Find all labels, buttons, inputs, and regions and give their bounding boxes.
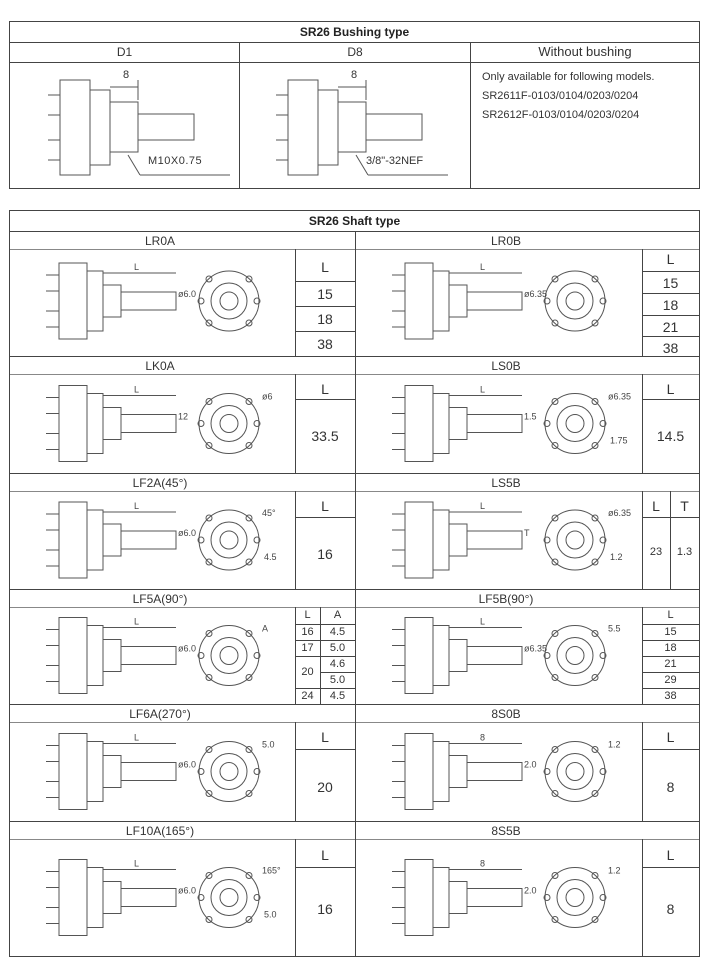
- without-bushing-note: [482, 68, 696, 125]
- cell-8s5b-title: 8S5B: [491, 824, 521, 838]
- s8s5b-dim-label: 8: [480, 858, 486, 869]
- lr0a-dim-label: ø6.0: [178, 289, 197, 299]
- s8s0b-dim-label: 8: [480, 732, 486, 743]
- lf6a-front-view: [198, 742, 260, 802]
- divider: [642, 656, 699, 657]
- lf5a-front-view: [198, 626, 260, 686]
- lf5b-l-value: 18: [664, 642, 677, 654]
- note-line: SR2611F-0103/0104/0203/0204: [482, 90, 639, 102]
- ls5b-dim-label: ø6.35: [608, 508, 632, 518]
- lr0b-dim-label: ø6.35: [524, 289, 548, 299]
- 8s5b-l-head: L: [666, 847, 675, 863]
- ls0b-side-view: [392, 386, 522, 462]
- divider: [356, 491, 699, 492]
- ls0b-l-head: L: [666, 381, 675, 397]
- lf5a-drawing: [14, 609, 294, 702]
- ls0b-drawing: [360, 376, 640, 471]
- lf5b-l-value: 38: [664, 690, 677, 702]
- divider: [10, 62, 699, 63]
- divider: [10, 821, 699, 822]
- cell-lk0a-title: LK0A: [145, 359, 175, 373]
- note-line: SR2612F-0103/0104/0203/0204: [482, 109, 640, 121]
- lr0b-drawing: [360, 251, 640, 351]
- divider: [295, 867, 355, 868]
- ls5b-dim-label: L: [480, 501, 486, 511]
- divider: [10, 491, 355, 492]
- divider: [10, 249, 355, 250]
- lr0b-l-value: 21: [662, 319, 679, 335]
- lr0a-l-value: 38: [317, 336, 333, 352]
- ls0b-dim-label: 1.75: [610, 435, 628, 446]
- ls5b-t-value: 1.3: [676, 546, 693, 558]
- lf6a-l-head: L: [321, 729, 329, 745]
- divider: [642, 293, 699, 294]
- cell-lr0a-title: LR0A: [144, 234, 176, 248]
- lr0a-side-view: [46, 263, 176, 339]
- divider: [10, 704, 699, 705]
- lf2a-dim-label: 45°: [262, 508, 276, 518]
- divider: [356, 839, 699, 840]
- shaft-table-title: SR26 Shaft type: [10, 211, 699, 232]
- lf6a-dim-label: L: [134, 732, 140, 743]
- lf10a-dim-label: L: [134, 858, 140, 869]
- lf6a-drawing: [14, 724, 294, 819]
- lk0a-l-head: L: [321, 381, 329, 397]
- lf10a-l-head: L: [321, 847, 329, 863]
- lr0a-l-value: 15: [317, 286, 333, 302]
- lf5a-a-head: A: [333, 609, 342, 621]
- divider: [642, 672, 699, 673]
- divider: [642, 867, 699, 868]
- s8s0b-side-view: [392, 734, 522, 810]
- lf2a-l-head: L: [321, 498, 329, 514]
- divider: [295, 399, 355, 400]
- lf2a-side-view: [46, 502, 176, 578]
- ls0b-front-view: [544, 394, 606, 454]
- lf5a-row-l: 17: [301, 642, 314, 654]
- 8s5b-l-value: 8: [666, 901, 675, 917]
- col-d8-label: D8: [347, 45, 363, 59]
- d8-dim: 8: [351, 69, 358, 81]
- divider: [10, 839, 355, 840]
- divider: [10, 722, 355, 723]
- lk0a-dim-label: L: [134, 384, 140, 395]
- divider: [295, 749, 355, 750]
- lf5a-row-a: 5.0: [329, 642, 346, 654]
- divider: [356, 374, 699, 375]
- ls5b-dim-label: T: [524, 528, 530, 538]
- lr0a-l-value: 18: [317, 311, 333, 327]
- col-d1-label: D1: [116, 45, 133, 59]
- lk0a-drawing: [14, 376, 294, 471]
- note-line: Only available for following models.: [482, 71, 655, 83]
- lr0a-dim-label: L: [134, 262, 140, 272]
- lk0a-dim-label: 12: [178, 411, 189, 422]
- divider: [295, 656, 355, 657]
- lf5b-dim-label: L: [480, 616, 486, 627]
- lf5b-l-value: 21: [664, 658, 677, 670]
- lk0a-l-value: 33.5: [311, 428, 339, 444]
- ls5b-front-view: [544, 510, 606, 570]
- divider: [642, 336, 699, 337]
- d1-thread: M10X0.75: [148, 155, 203, 167]
- lf2a-l-value: 16: [317, 546, 333, 562]
- cell-ls0b-title: LS0B: [491, 359, 521, 373]
- lf5a-row-l: 20: [301, 666, 314, 678]
- lf5b-side-view: [392, 618, 522, 694]
- lf10a-side-view: [46, 860, 176, 936]
- cell-lf10a-title: LF10A(165°): [125, 824, 195, 838]
- cell-lf2a-title: LF2A(45°): [132, 476, 188, 490]
- lr0a-front-view: [198, 271, 260, 331]
- divider: [320, 672, 355, 673]
- lf6a-side-view: [46, 734, 176, 810]
- divider: [295, 517, 355, 518]
- lf5a-l-head: L: [304, 609, 311, 621]
- divider: [295, 281, 355, 282]
- lf2a-front-view: [198, 510, 260, 570]
- divider: [642, 517, 699, 518]
- lk0a-dim-label: ø6: [262, 391, 273, 402]
- ls5b-drawing: [360, 493, 640, 587]
- ls5b-t-head: T: [680, 498, 689, 514]
- 8s0b-l-value: 8: [666, 779, 675, 795]
- divider: [356, 607, 699, 608]
- lf5a-dim-label: A: [262, 623, 269, 634]
- lr0b-l-value: 38: [662, 340, 679, 356]
- divider: [642, 399, 699, 400]
- divider: [470, 42, 471, 188]
- ls0b-dim-label: 1.5: [524, 411, 537, 422]
- s8s5b-front-view: [544, 868, 606, 928]
- s8s0b-front-view: [544, 742, 606, 802]
- ls5b-l-value: 23: [649, 546, 663, 558]
- lf6a-dim-label: ø6.0: [178, 759, 197, 770]
- lf5a-dim-label: L: [134, 616, 140, 627]
- divider: [295, 640, 355, 641]
- divider: [295, 624, 355, 625]
- lr0b-dim-label: L: [480, 262, 486, 272]
- divider: [642, 624, 699, 625]
- ls0b-dim-label: ø6.35: [608, 391, 632, 402]
- divider: [10, 589, 699, 590]
- lf2a-dim-label: ø6.0: [178, 528, 197, 538]
- divider: [642, 315, 699, 316]
- lr0b-l-value: 15: [662, 275, 679, 291]
- lf10a-dim-label: 5.0: [264, 909, 277, 920]
- lf10a-l-value: 16: [317, 901, 333, 917]
- lr0b-side-view: [392, 263, 522, 339]
- divider: [10, 473, 699, 474]
- lf2a-drawing: [14, 493, 294, 587]
- s8s0b-dim-label: 1.2: [608, 739, 621, 750]
- s8s5b-side-view: [392, 860, 522, 936]
- lk0a-side-view: [46, 386, 176, 462]
- d1-drawing: [40, 70, 230, 185]
- lf10a-front-view: [198, 868, 260, 928]
- divider: [642, 271, 699, 272]
- s8s5b-dim-label: 1.2: [608, 865, 621, 876]
- shaft-table: [9, 210, 700, 957]
- lf5b-dim-label: ø6.35: [524, 643, 548, 654]
- lf6a-l-value: 20: [317, 779, 333, 795]
- 8s0b-l-head: L: [666, 729, 675, 745]
- lr0b-l-value: 18: [662, 297, 679, 313]
- s8s0b-drawing: [360, 724, 640, 819]
- divider: [295, 688, 355, 689]
- cell-lf6a-title: LF6A(270°): [129, 707, 191, 721]
- divider: [10, 607, 355, 608]
- lr0b-front-view: [544, 271, 606, 331]
- divider: [10, 356, 699, 357]
- cell-8s0b-title: 8S0B: [491, 707, 521, 721]
- bushing-table-title: SR26 Bushing type: [10, 22, 699, 43]
- lf5a-dim-label: ø6.0: [178, 643, 197, 654]
- lf5a-row-a: 4.5: [329, 690, 346, 702]
- ls0b-dim-label: L: [480, 384, 486, 395]
- lf5a-row-l: 24: [301, 690, 314, 702]
- lf5b-dim-label: 5.5: [608, 623, 621, 634]
- lf10a-dim-label: ø6.0: [178, 885, 197, 896]
- s8s5b-dim-label: 2.0: [524, 885, 537, 896]
- lf5a-row-a: 4.5: [329, 626, 346, 638]
- lf6a-dim-label: 5.0: [262, 739, 275, 750]
- cell-ls5b-title: LS5B: [491, 476, 521, 490]
- lf5b-front-view: [544, 626, 606, 686]
- bushing-table: [9, 21, 700, 189]
- d8-drawing: [268, 70, 458, 185]
- cell-lf5b-title: LF5B(90°): [478, 592, 534, 606]
- divider: [356, 722, 699, 723]
- lr0a-l-head: L: [321, 259, 329, 275]
- divider: [295, 331, 355, 332]
- ls5b-dim-label: 1.2: [610, 552, 623, 562]
- ls5b-side-view: [392, 502, 522, 578]
- lf5a-row-a: 4.6: [329, 658, 346, 670]
- lf2a-dim-label: 4.5: [264, 552, 277, 562]
- col-without-bushing-label: Without bushing: [538, 44, 632, 59]
- d1-dim: 8: [123, 69, 130, 81]
- divider: [642, 688, 699, 689]
- lf5a-row-l: 16: [301, 626, 314, 638]
- divider: [295, 306, 355, 307]
- divider: [356, 249, 699, 250]
- lr0a-drawing: [14, 251, 294, 351]
- divider: [10, 374, 355, 375]
- lf5b-l-head: L: [667, 609, 674, 621]
- lf5a-side-view: [46, 618, 176, 694]
- divider: [642, 749, 699, 750]
- lk0a-front-view: [198, 394, 260, 454]
- divider: [239, 42, 240, 188]
- divider: [642, 640, 699, 641]
- lf10a-drawing: [14, 841, 294, 954]
- lf5b-l-value: 29: [664, 674, 677, 686]
- lr0b-l-head: L: [666, 251, 675, 267]
- lf5b-drawing: [360, 609, 640, 702]
- lf2a-dim-label: L: [134, 501, 140, 511]
- ls0b-l-value: 14.5: [656, 428, 685, 444]
- cell-lr0b-title: LR0B: [490, 234, 522, 248]
- cell-lf5a-title: LF5A(90°): [132, 592, 188, 606]
- lf5b-l-value: 15: [664, 626, 677, 638]
- s8s0b-dim-label: 2.0: [524, 759, 537, 770]
- ls5b-l-head: L: [652, 498, 660, 514]
- lf10a-dim-label: 165°: [262, 865, 281, 876]
- s8s5b-drawing: [360, 841, 640, 954]
- d8-thread: 3/8"-32NEF: [366, 155, 424, 167]
- lf5a-row-a: 5.0: [329, 674, 346, 686]
